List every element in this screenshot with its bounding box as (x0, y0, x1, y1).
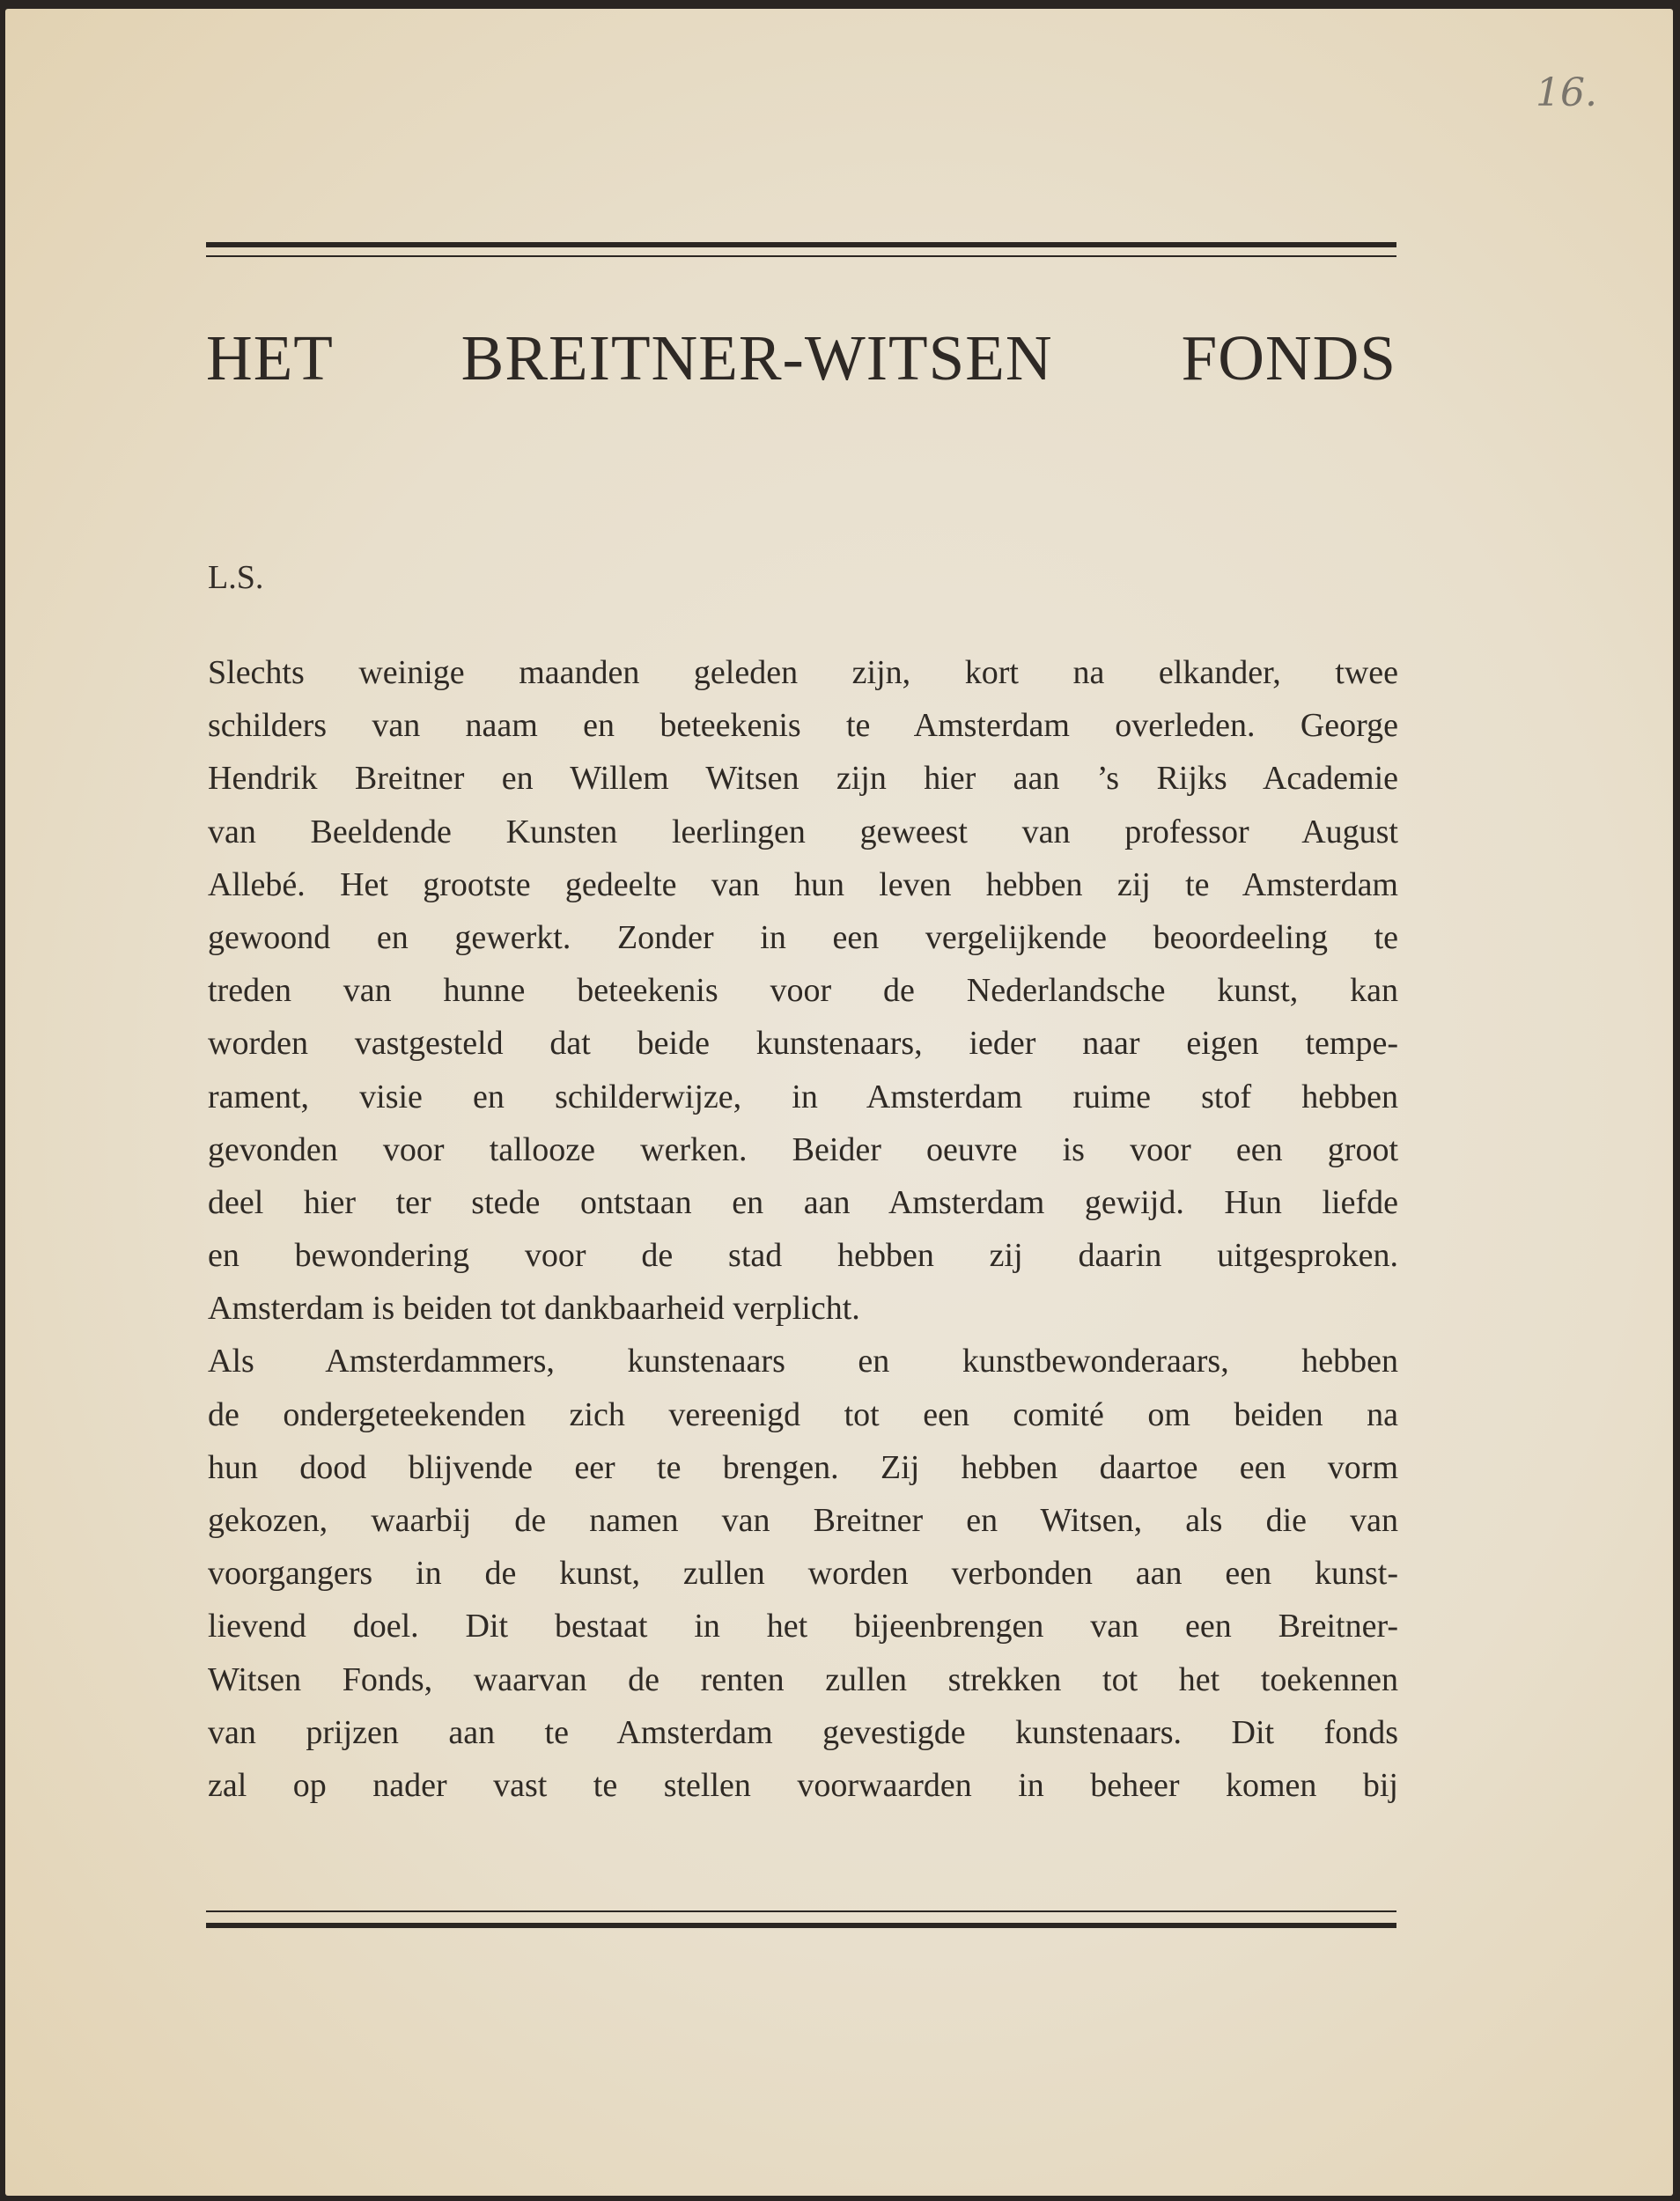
text-line: gewoond en gewerkt. Zonder in een vergelijkende beoordeeling te (208, 918, 1398, 956)
text-line: gekozen, waarbij de namen van Breitner en Witsen, als die van (208, 1502, 1398, 1539)
text-line: gevonden voor tallooze werken. Beider oeuvre is voor een groot (208, 1130, 1398, 1168)
text-line: voorgangers in de kunst, zullen worden verbonden aan een kunst- (208, 1555, 1398, 1593)
text-line: hun dood blijvende eer te brengen. Zij hebben daartoe een vorm (208, 1448, 1398, 1486)
text-line: zal op nader vast te stellen voorwaarden in beheer komen bij (208, 1766, 1398, 1804)
text-line: van Beeldende Kunsten leerlingen geweest van professor August (208, 813, 1398, 850)
text-line: Slechts weinige maanden geleden zijn, kort na elkander, twee (208, 654, 1398, 691)
text-line: en bewondering voor de stad hebben zij daarin uitgesproken. (208, 1237, 1398, 1275)
top-rule-thin (206, 255, 1396, 257)
text-line: deel hier ter stede ontstaan en aan Amsterdam gewijd. Hun liefde (208, 1183, 1398, 1221)
salutation: L.S. (208, 559, 264, 596)
text-line: treden van hunne beteekenis voor de Nederlandsche kunst, kan (208, 972, 1398, 1010)
bottom-rule-thick (206, 1923, 1396, 1928)
document-page (5, 9, 1673, 2196)
text-line: Hendrik Breitner en Willem Witsen zijn hier aan ’s Rijks Academie (208, 760, 1398, 798)
text-line: worden vastgesteld dat beide kunstenaars, ieder naar eigen tempe- (208, 1025, 1398, 1063)
text-line: rament, visie en schilderwijze, in Amsterdam ruime stof hebben (208, 1078, 1398, 1115)
text-line: de ondergeteekenden zich vereenigd tot een comité om beiden na (208, 1395, 1398, 1433)
handwritten-page-number: 16. (1536, 70, 1597, 115)
text-line: lievend doel. Dit bestaat in het bijeenbrengen van een Breitner- (208, 1608, 1398, 1645)
text-line: Als Amsterdammers, kunstenaars en kunstbewonderaars, hebben (208, 1343, 1398, 1380)
text-line: Allebé. Het grootste gedeelte van hun leven hebben zij te Amsterdam (208, 865, 1398, 903)
bottom-rule-thin (206, 1910, 1396, 1912)
text-line: van prijzen aan te Amsterdam gevestigde kunstenaars. Dit fonds (208, 1713, 1398, 1751)
text-line: Amsterdam is beiden tot dankbaarheid verplicht. (208, 1290, 860, 1328)
top-rule-thick (206, 242, 1396, 247)
text-line: schilders van naam en beteekenis te Amsterdam overleden. George (208, 707, 1398, 745)
document-title: HET BREITNER-WITSEN FONDS (206, 322, 1396, 394)
body-text (208, 646, 1398, 1812)
text-line: Witsen Fonds, waarvan de renten zullen strekken tot het toekennen (208, 1660, 1398, 1698)
